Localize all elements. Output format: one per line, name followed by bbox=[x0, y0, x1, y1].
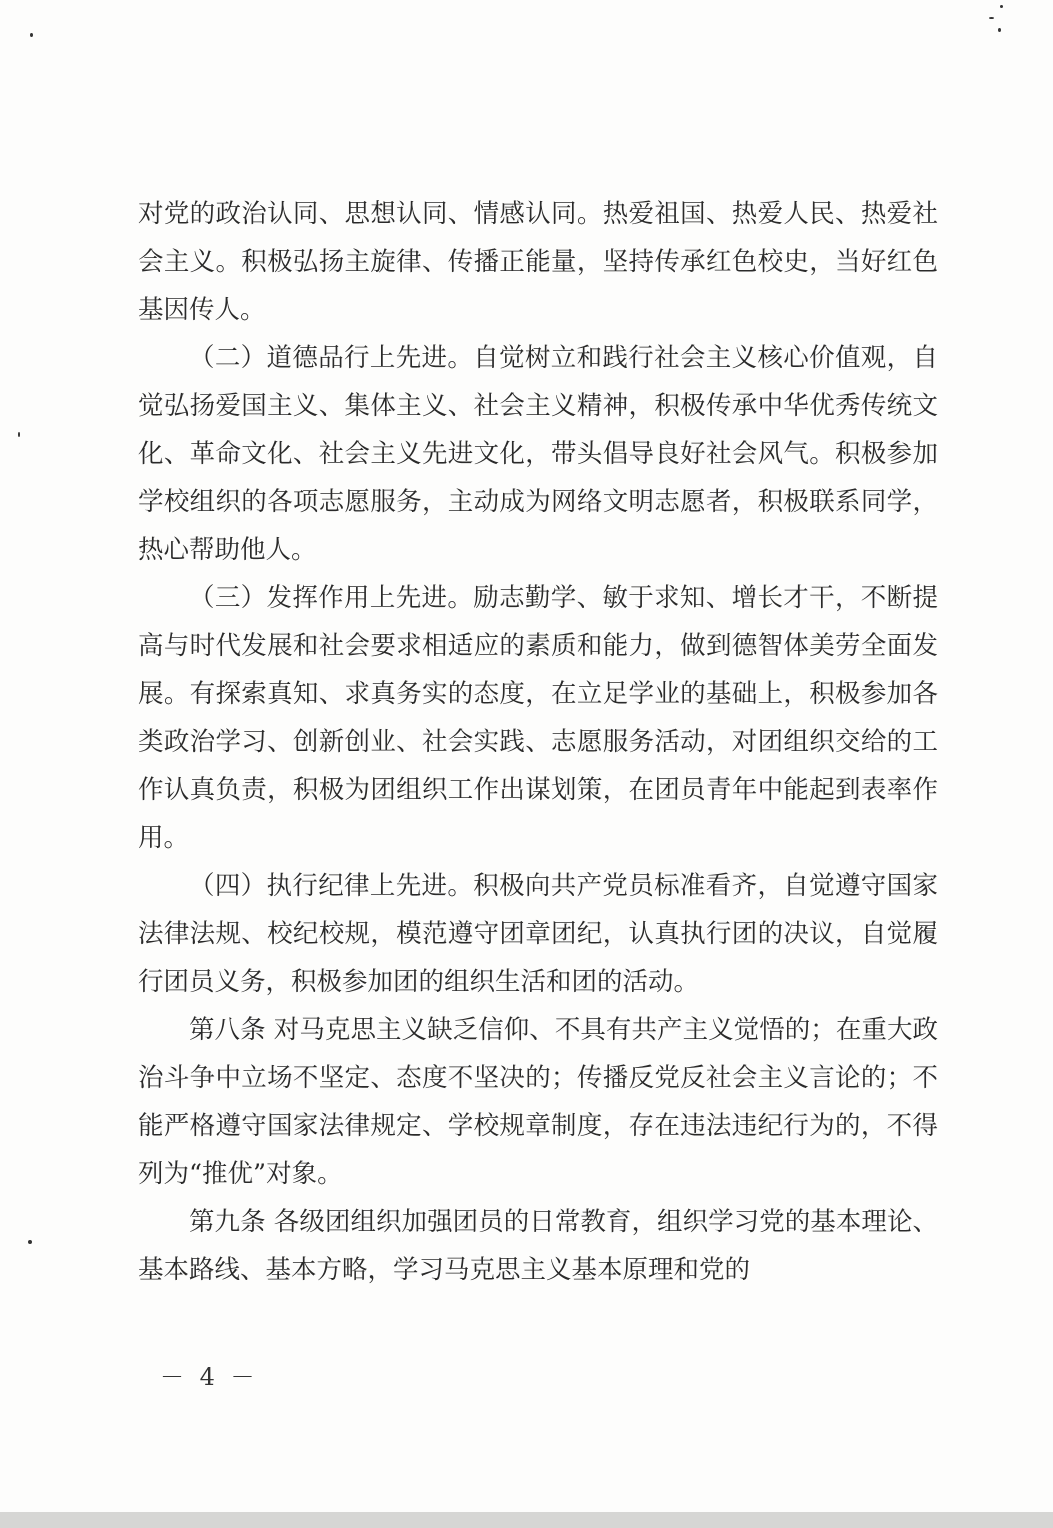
page-number: － 4 － bbox=[160, 1363, 259, 1391]
scan-speck bbox=[18, 432, 20, 437]
scan-speck bbox=[989, 17, 994, 19]
document-body bbox=[138, 190, 938, 1294]
paragraph-playing-role: （三）发挥作用上先进。励志勤学、敏于求知、增长才干，不断提高与时代发展和社会要求相适应的素质和能力，做到德智体美劳全面发展。有探索真知、求真务实的态度，在立足学业的基础上，积极参加各类政治学习、创新创业、社会实践、志愿服务活动，对团组织交给的工作认真负责，积极为团组织工作出谋划策，在团员青年中能起到表率作用。 bbox=[138, 583, 938, 853]
scan-speck bbox=[1000, 5, 1003, 8]
scan-speck bbox=[30, 33, 33, 37]
scan-speck bbox=[28, 1240, 32, 1244]
paragraph-continuation: 对党的政治认同、思想认同、情感认同。热爱祖国、热爱人民、热爱社会主义。积极弘扬主旋律、传播正能量，坚持传承红色校史，当好红色基因传人。 bbox=[138, 199, 938, 325]
article-nine: 第九条 各级团组织加强团员的日常教育，组织学习党的基本理论、基本路线、基本方略，学习马克思主义基本原理和党的 bbox=[138, 1207, 938, 1285]
bottom-edge-strip bbox=[0, 1512, 1053, 1528]
scan-speck bbox=[998, 28, 1001, 32]
article-eight: 第八条 对马克思主义缺乏信仰、不具有共产主义觉悟的；在重大政治斗争中立场不坚定、态度不坚决的；传播反党反社会主义言论的；不能严格遵守国家法律规定、学校规章制度，存在违法违纪行为的，不得列为“推优”对象。 bbox=[138, 1015, 938, 1189]
paragraph-moral-conduct: （二）道德品行上先进。自觉树立和践行社会主义核心价值观，自觉弘扬爱国主义、集体主义、社会主义精神，积极传承中华优秀传统文化、革命文化、社会主义先进文化，带头倡导良好社会风气。积极参加学校组织的各项志愿服务，主动成为网络文明志愿者，积极联系同学，热心帮助他人。 bbox=[138, 343, 938, 565]
paragraph-discipline: （四）执行纪律上先进。积极向共产党员标准看齐，自觉遵守国家法律法规、校纪校规，模范遵守团章团纪，认真执行团的决议，自觉履行团员义务，积极参加团的组织生活和团的活动。 bbox=[138, 871, 938, 997]
